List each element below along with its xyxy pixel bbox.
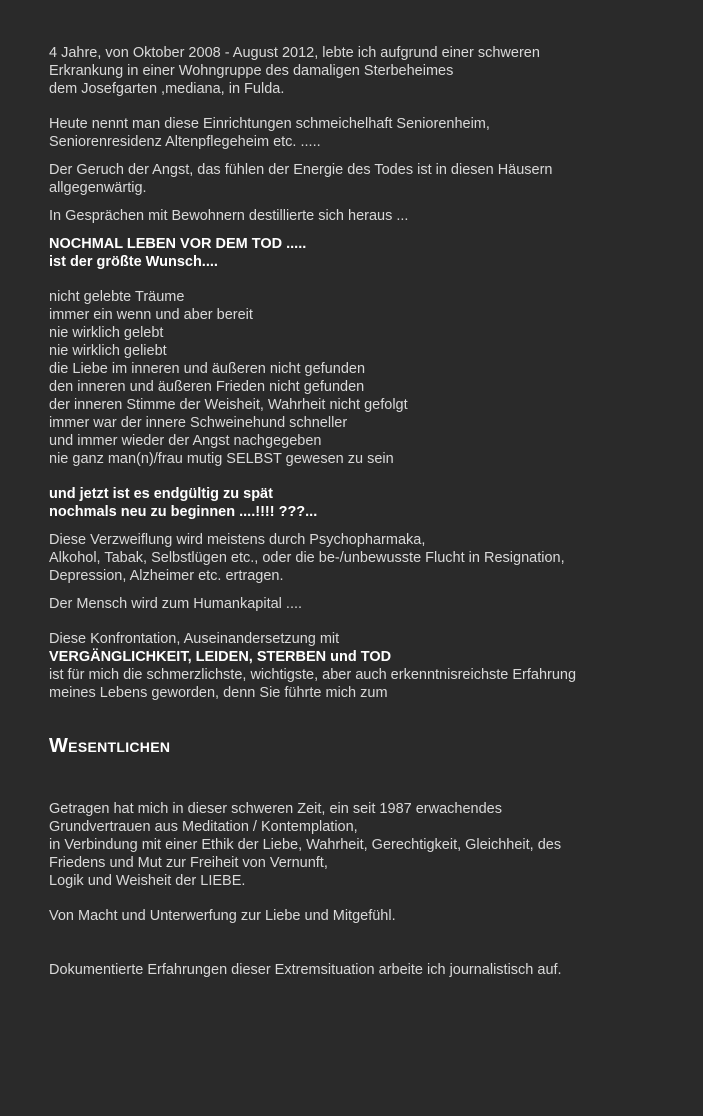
text-line: Logik und Weisheit der LIEBE. (49, 873, 246, 889)
text-line: Grundvertrauen aus Meditation / Kontemplation, (49, 819, 358, 835)
text-line: Dokumentierte Erfahrungen dieser Extremsituation arbeite ich journalistisch auf. (49, 962, 562, 978)
text-line: Erkrankung in einer Wohngruppe des damaligen Sterbeheimes (49, 63, 454, 79)
text-line: in Verbindung mit einer Ethik der Liebe, Wahrheit, Gerechtigkeit, Gleichheit, des (49, 837, 562, 853)
text-line: 4 Jahre, von Oktober 2008 - August 2012, lebte ich aufgrund einer schweren (49, 45, 540, 61)
list-item: den inneren und äußeren Frieden nicht gefunden (49, 379, 365, 395)
section-heading: Wesentlichen (49, 735, 171, 757)
document-body (49, 44, 689, 979)
paragraph-carried (49, 800, 689, 890)
text-line: Der Mensch wird zum Humankapital .... (49, 596, 303, 612)
text-line: Getragen hat mich in dieser schweren Zeit, ein seit 1987 erwachendes (49, 801, 502, 817)
list-item: die Liebe im inneren und äußeren nicht gefunden (49, 361, 366, 377)
text-line: Von Macht und Unterwerfung zur Liebe und Mitgefühl. (49, 908, 396, 924)
bold-line: NOCHMAL LEBEN VOR DEM TOD ..... (49, 236, 307, 252)
paragraph-human-capital (49, 595, 689, 613)
paragraph-confrontation (49, 630, 689, 702)
text-line: Alkohol, Tabak, Selbstlügen etc., oder die be-/unbewusste Flucht in Resignation, (49, 550, 565, 566)
text-line: Diese Verzweiflung wird meistens durch Psychopharmaka, (49, 532, 426, 548)
paragraph-names (49, 115, 689, 151)
text-line: Der Geruch der Angst, das fühlen der Energie des Todes ist in diesen Häusern (49, 162, 553, 178)
list-item: nie ganz man(n)/frau mutig SELBST gewesen zu sein (49, 451, 394, 467)
paragraph-power-to-love (49, 907, 689, 925)
text-line: ist für mich die schmerzlichste, wichtigste, aber auch erkenntnisreichste Erfahrung (49, 667, 577, 683)
regrets-list (49, 288, 689, 468)
paragraph-conversations (49, 207, 689, 225)
text-line: Friedens und Mut zur Freiheit von Vernunft, (49, 855, 328, 871)
too-late-statement (49, 485, 689, 521)
text-line: Depression, Alzheimer etc. ertragen. (49, 568, 284, 584)
list-item: der inneren Stimme der Weisheit, Wahrheit nicht gefolgt (49, 397, 408, 413)
list-item: nie wirklich geliebt (49, 343, 167, 359)
paragraph-fear (49, 161, 689, 197)
paragraph-closing (49, 961, 689, 979)
text-line: In Gesprächen mit Bewohnern destillierte sich heraus ... (49, 208, 409, 224)
list-item: und immer wieder der Angst nachgegeben (49, 433, 322, 449)
paragraph-intro (49, 44, 689, 98)
paragraph-despair (49, 531, 689, 585)
bold-line: VERGÄNGLICHKEIT, LEIDEN, STERBEN und TOD (49, 649, 392, 665)
bold-line: und jetzt ist es endgültig zu spät (49, 486, 273, 502)
text-line: Diese Konfrontation, Auseinandersetzung mit (49, 631, 340, 647)
list-item: nicht gelebte Träume (49, 289, 185, 305)
list-item: immer ein wenn und aber bereit (49, 307, 253, 323)
wish-statement (49, 235, 689, 271)
list-item: nie wirklich gelebt (49, 325, 164, 341)
text-line: meines Lebens geworden, denn Sie führte mich zum (49, 685, 388, 701)
bold-line: nochmals neu zu beginnen ....!!!! ???... (49, 504, 318, 520)
text-line: allgegenwärtig. (49, 180, 147, 196)
list-item: immer war der innere Schweinehund schneller (49, 415, 348, 431)
text-line: Heute nennt man diese Einrichtungen schmeichelhaft Seniorenheim, (49, 116, 490, 132)
text-line: dem Josefgarten ,mediana, in Fulda. (49, 81, 285, 97)
bold-line: ist der größte Wunsch.... (49, 254, 218, 270)
text-line: Seniorenresidenz Altenpflegeheim etc. ..... (49, 134, 321, 150)
